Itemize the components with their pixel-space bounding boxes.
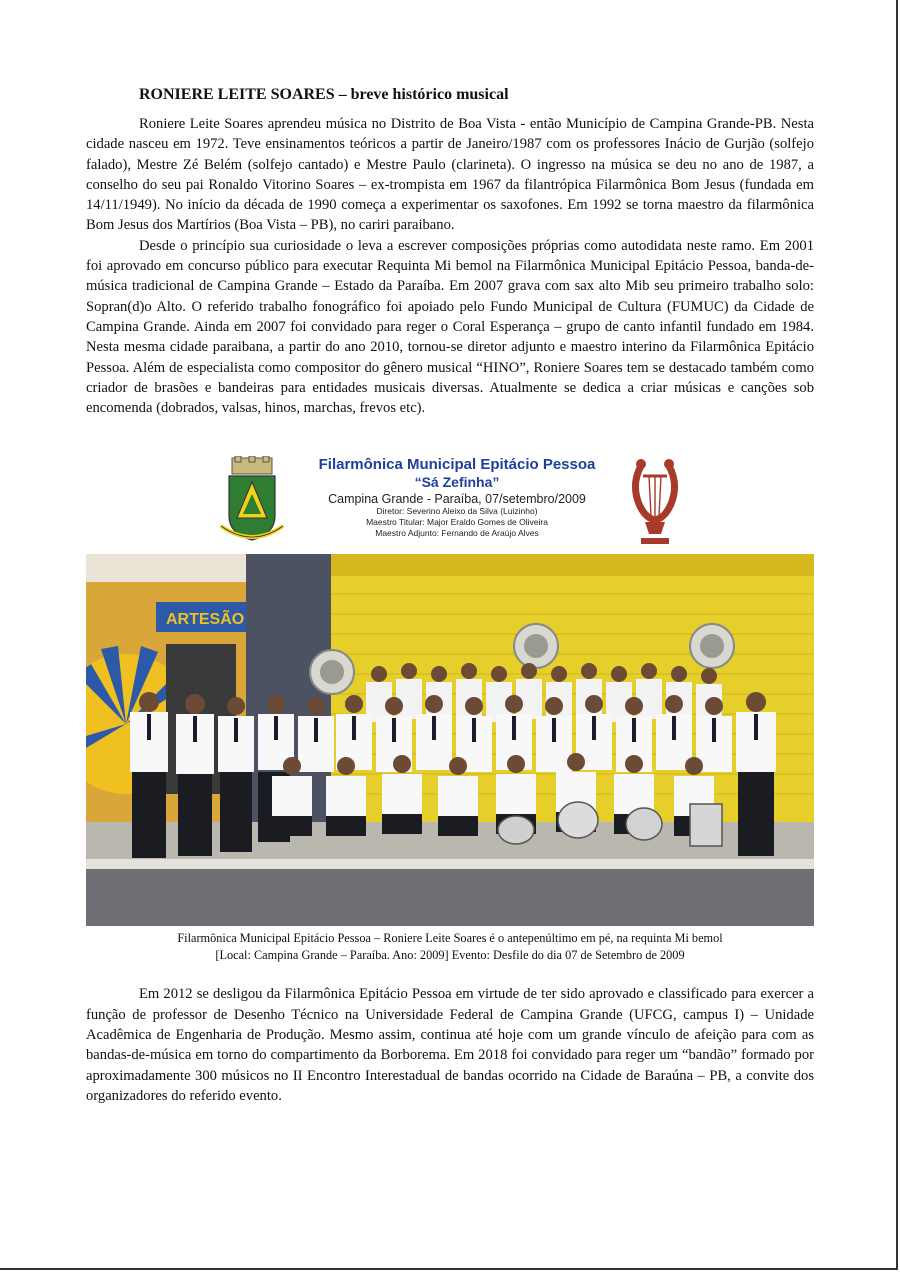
band-photo [86, 554, 814, 926]
banner-title: Filarmônica Municipal Epitácio Pessoa [318, 456, 596, 474]
photo-caption [86, 930, 814, 964]
banner-subtitle: “Sá Zefinha” [414, 474, 500, 491]
banner-director: Diretor: Severino Aleixo da Silva (Luizinho) [376, 506, 538, 517]
banner-text [287, 454, 627, 539]
document-title: RONIERE LEITE SOARES – breve histórico musical [139, 86, 509, 103]
banner-maestro-adjunto: Maestro Adjunto: Fernando de Araújo Alves [375, 528, 539, 539]
banner-city-date: Campina Grande - Paraíba, 07/setembro/2009 [328, 492, 586, 507]
band-banner [217, 454, 683, 550]
city-crest-icon [217, 456, 287, 546]
document-page [86, 86, 814, 1106]
paragraph-3: Em 2012 se desligou da Filarmônica Epitácio Pessoa em virtude de ter sido aprovado e classificado para exercer a função de professor de Desenho Técnico na Universidade Federal de Campina Grande (UFCG, campus I) – Unidade Acadêmica de Engenharia de Produção. Mesmo assim, continua até hoje com um grande vínculo de afeição para com as bandas-de-música em torno do compartimento da Borborema. Em 2018 foi convidado para reger um “bandão” formado por aproximadamente 300 músicos no II Encontro Interestadual de bandas ocorrido na Cidade de Baraúna – PB, a convite dos organizadores do referido evento. [86, 986, 814, 1104]
caption-line-1: Filarmônica Municipal Epitácio Pessoa – Roniere Leite Soares é o antepenúltimo em pé, na requinta Mi bemol [177, 931, 723, 946]
storefront-sign: ARTESÃO [166, 611, 245, 629]
banner-maestro-titular: Maestro Titular: Major Eraldo Gomes de Oliveira [366, 517, 548, 528]
paragraph-2: Desde o princípio sua curiosidade o leva a escrever composições próprias como autodidata neste ramo. Em 2001 foi aprovado em concurso público para executar Requinta Mi bemol na Filarmônica Municipal Epitácio Pessoa, banda-de-música tradicional de Campina Grande – Estado da Paraíba. Em 2007 grava com sax alto Mib seu primeiro trabalho solo: Sopran(d)o Alto. O referido trabalho fonográfico foi apoiado pelo Fundo Municipal de Cultura (FUMUC) da Cidade de Campina Grande. Ainda em 2007 foi convidado para reger o Coral Esperança – grupo de canto infantil fundado em 1984. Nesta mesma cidade paraibana, a partir do ano 2010, tornou-se diretor adjunto e maestro interino da Filarmônica Epitácio Pessoa. Além de especialista como compositor do gênero musical “HINO”, Roniere Soares tem se destacado também como criador de brasões e bandeiras para entidades musicais diversas. Atualmente se dedica a criar músicas e canções sob encomenda (dobrados, valsas, hinos, marchas, frevos etc). [86, 237, 814, 417]
caption-line-2: [Local: Campina Grande – Paraíba. Ano: 2009] Evento: Desfile do dia 07 de Setembro de 2009 [215, 948, 685, 963]
paragraph-1: Roniere Leite Soares aprendeu música no Distrito de Boa Vista - então Município de Campina Grande-PB. Nesta cidade nasceu em 1972. Teve ensinamentos teóricos a partir de Janeiro/1987 com os professores Inácio de Gurjão (solfejo falado), Mestre Zé Belém (solfejo cantado) e Mestre Paulo (clarineta). O ingresso na música se deu no ano de 1987, a conselho do seu pai Ronaldo Vitorino Soares – ex-trompista em 1967 da filantrópica Filarmônica Bom Jesus (fundada em 14/11/1949). No início da década de 1990 começa a experimentar os saxofones. Em 1992 se torna maestro da filarmônica Bom Jesus dos Martírios (Boa Vista – PB), no cariri paraibano. [86, 116, 814, 234]
lyre-emblem-icon [627, 454, 683, 548]
